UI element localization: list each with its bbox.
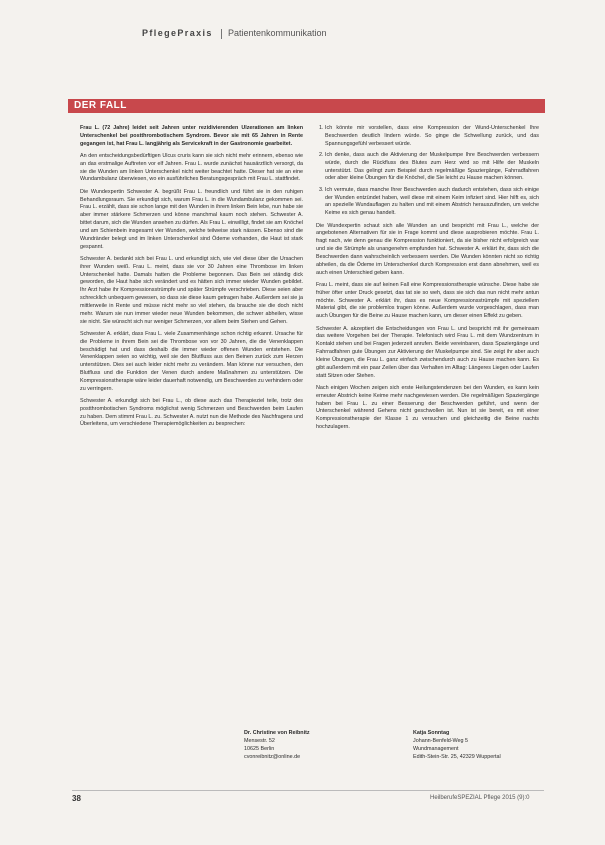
page-number: 38 xyxy=(72,794,81,803)
address-line: Edith-Stein-Str. 25, 42329 Wuppertal xyxy=(413,754,501,761)
body-paragraph: Die Wundexpertin schaut sich alle Wunden an und bespricht mit Frau L., welche der angebotenen Alternativen für sie in Frage kommt und diese ausprobieren möchte. Frau L. fragt nach, wie denn genau die Kompression funktioniert, da sie bisher nicht erfolgreich war und sie die Strümpfe als unangenehm empfunden hat. Schwester A. erklärt ihr, dass sich die Beschwerden dann wahrscheinlich verbessern werden. Die Wunden könnten nicht so richtig abheilen, da die Ödeme im Unterschenkel durch Kompression erst dann abnehmen, weil es auch einen Unterschied geben kann. xyxy=(316,222,539,276)
body-paragraph: An den entscheidungsbedürftigen Ulcus cruris kann sie sich nicht mehr erinnern, ebenso wie an das erstmalige Auftreten vor elf Jahren. Frau L. wurde zunächst hausärztlich versorgt, da sie die Wunden am linken Unterschenkel nicht weiter beachtet hatte. Dieser hat sie an eine Wundambulanz überwiesen, wo ein ausführliches Beratungsgespräch mit Frau L. stattfindet. xyxy=(80,152,303,183)
email-link[interactable]: cvonreibnitz@online.de xyxy=(244,754,301,761)
author-address xyxy=(413,729,501,761)
list-item: 3. Ich vermute, dass manche Ihrer Beschwerden auch dadurch entstehen, dass sich einige der Wunden entzündet haben, weil diese mit einem Keim infiziert sind. Hier hilft es, sich an spezielle Wundauflagen zu halten und mit einem Abstrich herauszufinden, um welche Keime es sich genau handelt. xyxy=(325,187,539,218)
section-banner xyxy=(68,99,545,113)
address-line: 10625 Berlin xyxy=(244,746,275,753)
body-paragraph: Die Wundexpertin Schwester A. begrüßt Frau L. freundlich und führt sie in den ruhigen Behandlungsraum. Sie erkundigt sich, warum Frau L. in die Wundambulanz gekommen sei. Frau L. erzählt, dass sie schon lange mit den Wunden in ihrem linken Bein lebe, nun habe sie aber immer stärkere Schmerzen und könne manchmal kaum noch stehen. Schwester A. bittet darum, sich die Wunden ansehen zu dürfen. Als Frau L. einwilligt, findet sie am Knöchel und am Schienbein insgesamt vier Wunden, welche teilweise stark nässen. Ebenso sind die Wundränder belegt und im linken Unterschenkel sind Ödeme vorhanden, die Haut ist stark gespannt. xyxy=(80,188,303,250)
author-name: Dr. Christine von Reibnitz xyxy=(244,730,310,736)
address-line: Mensestr. 52 xyxy=(244,738,275,745)
body-paragraph: Schwester A. erklärt, dass Frau L. viele Zusammenhänge schon richtig erkannt. Ursache für die Probleme in ihrem Bein sei die Thrombose von vor 30 Jahren, die die Venenklappen beschädigt hat und dass deshalb die immer wieder offenen Wunden entstehen. Die Venenklappen seien so wichtig, weil sie den Blutfluss aus den Beinen zurück zum Herzen unterstützen. Dies sei auch leider nicht mehr zu verändern. Man könne nur versuchen, den Blutfluss und die Funktion der Venen durch andere Maßnahmen zu unterstützen. Die Kompressionstherapie wäre leider dauerhaft notwendig, um Beschwerden zu verhindern oder zu verringern. xyxy=(80,330,303,392)
body-paragraph: Schwester A. erkundigt sich bei Frau L., ob diese auch das Therapieziel teile, trotz des postthrombotischen Syndroms möglichst wenig Schmerzen und Beschwerden beim Laufen zu haben. Dem stimmt Frau L. zu. Schwester A. nutzt nun die Methode des Nachfragens und Überleitens, um verschiedene Therapiemöglichkeiten zu besprechen: xyxy=(80,398,303,428)
journal-brand: PflegePraxis xyxy=(142,28,213,38)
header-divider xyxy=(221,29,222,39)
page-header xyxy=(0,28,605,40)
therapy-options-list xyxy=(316,125,539,218)
body-paragraph: Schwester A. akzeptiert die Entscheidungen von Frau L. und bespricht mit ihr gemeinsam das weitere Vorgehen bei der Therapie. Telefonisch wird Frau L. mit dem Wundzentrum in Kontakt stehen und bei Fragen jederzeit anrufen. Beide vereinbaren, dass Spaziergänge und Fahrradfahren gute Übungen zur Aktivierung der Muskelpumpe sind. Sie zeigt ihr aber auch kleine Übungen, die Frau L. ganz einfach zwischendurch auch zu Hause machen kann. Es gibt außerdem mit ein paar Zeilen über das Verhalten im Alltag: Längeres Liegen oder Laufen statt Sitzen oder Stehen. xyxy=(316,325,539,379)
left-text-column xyxy=(80,125,303,434)
footer-source: HeilberufeSPEZIAL Pflege 2015 (9):0 xyxy=(430,795,530,801)
body-paragraph: Schwester A. bedankt sich bei Frau L. und erkundigt sich, wie viel diese über die Ursachen ihrer Wunden weiß. Frau L. meint, dass sie vor 30 Jahren eine Thrombose im linken Unterschenkel hatte. Damals hatten die Probleme begonnen. Das Bein sei ständig dick geworden, die Haut habe sich verändert und es hätten sich immer wieder Wunden gebildet. Ihr Arzt habe ihr Kompressionsstrümpfe und später Strümpfe verschrieben. Diese seien aber schrecklich unbequem gewesen, so dass sie diese kaum getragen habe. Außerdem sei sie ja mittlerweile in Rente und müsse nicht mehr so viel stehen, da brauche sie die doch nicht mehr. Warum sie nun immer wieder neue Wunden bekommen, die schwer abheilen, wisse sie nicht. Sie wünscht sich nur weniger Schmerzen, vor allem beim Stehen und Gehen. xyxy=(80,255,303,325)
right-text-column xyxy=(316,125,539,436)
body-paragraph: Frau L. meint, dass sie auf keinen Fall eine Kompressionstherapie wünsche. Diese habe sie früher öfter unter Druck gesetzt, das tat sie so weh, dass sie sich das nun nicht mehr antun möchte. Schwester A. erklärt ihr, dass es neue Kompressionsstrümpfe mit speziellem Material gibt, die sie problemlos tragen könne. Außerdem wurde vorgeschlagen, dass man auch Übungen für die Beine zu Hause machen kann, um dieser einen Effekt zu geben. xyxy=(316,281,539,320)
lead-paragraph: Frau L. (72 Jahre) leidet seit Jahren unter rezidivierenden Ulzerationen am linken Unterschenkel bei postthrombotischem Syndrom. Bevor sie mit 65 Jahren in Rente gegangen ist, hat Frau L. langjährig als Servicekraft in der Gastronomie gearbeitet. xyxy=(80,125,303,147)
address-line: Johann-Benfeld-Weg 5 xyxy=(413,738,469,745)
list-item: 2. Ich denke, dass auch die Aktivierung der Muskelpumpe Ihre Beschwerden verbessern würde, durch die Rückfluss des Blutes zum Herz wird so mit Hilfe der Muskeln unterstützt. Das gelingt zum Beispiel durch regelmäßige Spaziergänge, Fahrradfahren oder aber kleine Übungen für die Knöchel, die Sie leicht zu Hause machen können. xyxy=(325,152,539,183)
author-address xyxy=(244,729,310,761)
author-name: Katja Sonntag xyxy=(413,730,450,736)
address-line: Wundmanagement xyxy=(413,746,459,753)
body-paragraph: Nach einigen Wochen zeigen sich erste Heilungstendenzen bei den Wunden, es kann kein erneuter Abstrich keine Keime mehr nachgewiesen werden. Die regelmäßigen Spaziergänge haben bei Frau L. zu einer Besserung der Beschwerden geführt, und wenn der Unterschenkel während Gehens nicht geschwollen ist. Nun ist sie bereit, es mit einer Kompressionstherapie der Klasse 1 zu versuchen und gleichzeitig die Beine nachts hochzulagern. xyxy=(316,384,539,430)
banner-title: DER FALL xyxy=(74,100,127,111)
list-item: 1. Ich könnte mir vorstellen, dass eine Kompression der Wund-Unterschenkel Ihre Beschwerden deutlich lindern würde. So ginge die Schwellung zurück, und das Spannungsgefühl verbessert würde. xyxy=(325,125,539,148)
section-title: Patientenkommunikation xyxy=(228,28,327,38)
footer-rule xyxy=(72,790,544,791)
